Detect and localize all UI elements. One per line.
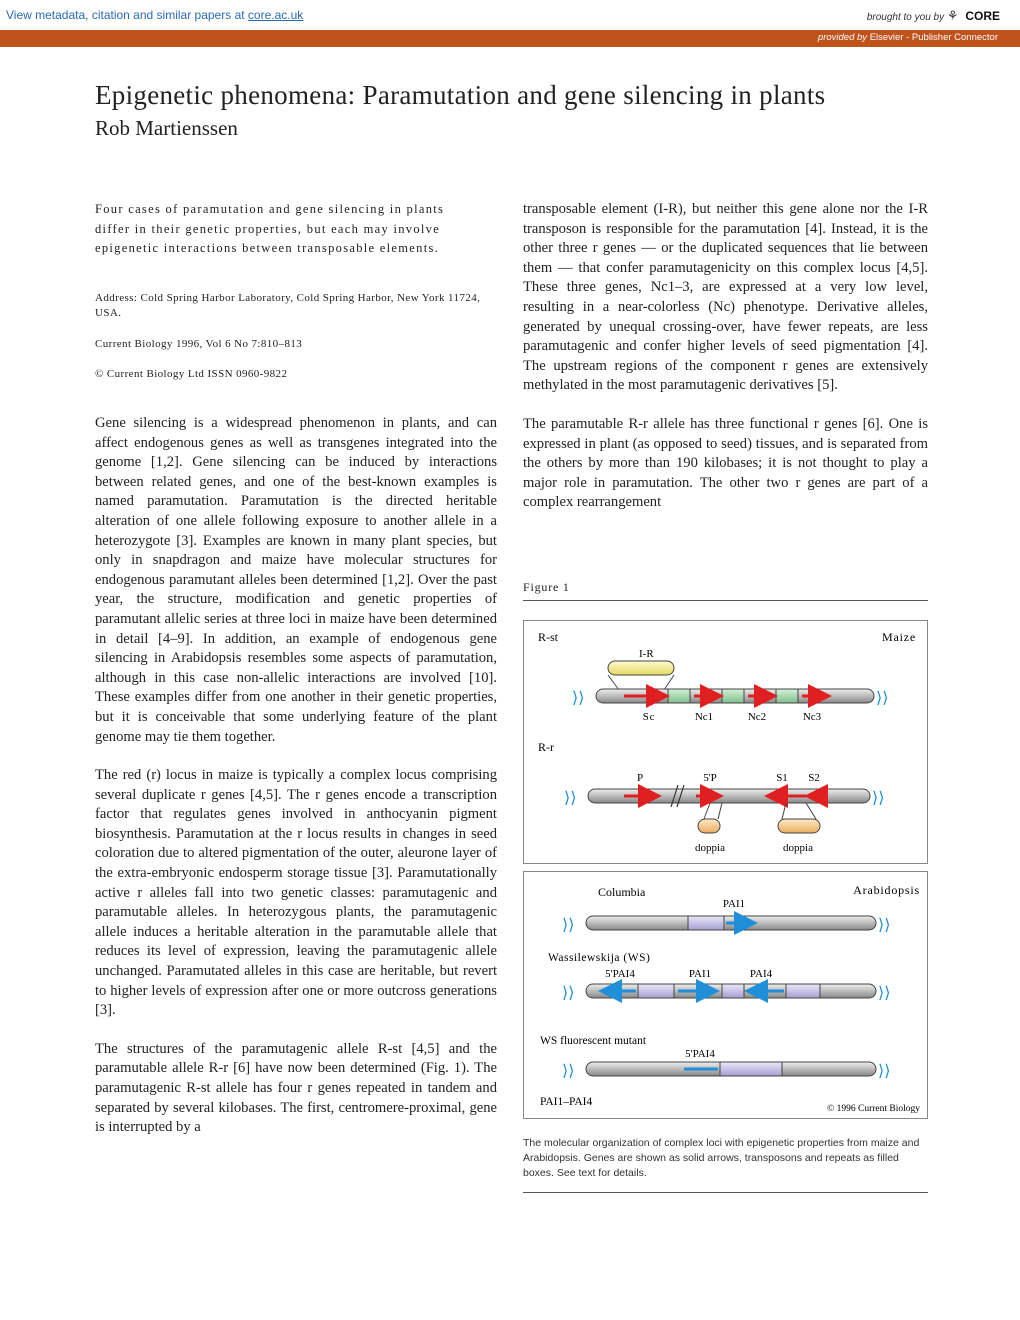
- chromosome-break-icon: [562, 917, 574, 934]
- gene-label: P: [636, 772, 644, 784]
- mutant-label: WS fluorescent mutant: [540, 1035, 647, 1047]
- citation: Current Biology 1996, Vol 6 No 7:810–813: [95, 338, 303, 350]
- chromosome-break-icon: [876, 690, 888, 707]
- paragraph: transposable element (I-R), but neither this gene alone nor the I-R transposon is responsible for the paramutation [4]. Instead, it is the other three r genes — or the duplicated sequences that lie between them — that confer paramutagenicity on this complex locus [4,5]. These three genes, Nc1–3, are expressed at a very low level, resulting in a near-colorless (Nc) phenotype. Derivative alleles, generated by unequal crossing-over, have fewer repeats, are less paramutagenic and confer higher levels of seed pigmentation [4]. The upstream regions of the component r genes are extensively methylated in the most paramutagenic derivatives [5].: [523, 201, 928, 394]
- core-header: [0, 0, 1020, 30]
- gene-label: Sc: [642, 711, 656, 723]
- provider-line: [818, 32, 998, 43]
- arabidopsis-diagram: [524, 872, 927, 1118]
- repeat-box: [638, 984, 674, 998]
- chromosome-break-icon: [572, 690, 584, 707]
- gene-label: PAI4: [749, 968, 773, 980]
- copyright: © Current Biology Ltd ISSN 0960-9822: [95, 368, 288, 380]
- brought-by: [867, 8, 1000, 24]
- gene-label: 5'PAI4: [685, 1048, 715, 1060]
- maize-diagram: [524, 621, 927, 863]
- gene-label: PAI1: [688, 968, 712, 980]
- chromosome-break-icon: [878, 917, 890, 934]
- fusion-label: PAI1–PAI4: [540, 1096, 593, 1108]
- figure-label: Figure 1: [523, 580, 570, 594]
- address: Address: Cold Spring Harbor Laboratory, Cold Spring Harbor, New York 11724, USA.: [95, 292, 481, 319]
- core-logo-icon: ⚘: [946, 8, 959, 23]
- figure-top-rule: [523, 600, 928, 601]
- left-column: [95, 414, 497, 1157]
- ws-label: Wassilewskija (WS): [548, 952, 651, 964]
- paragraph: Gene silencing is a widespread phenomenon in plants, and can affect endogenous genes as well as transgenes integrated into the genome [1,2]. Gene silencing can be induced by interactions between related genes, and one of the best-known examples is named paramutation. Paramutation is the directed heritable alteration of one allele following exposure to another allele in a heterozygote [3]. Examples are known in many plant species, but only in snapdragon and maize have molecular structures for endogenous paramutant alleles been determined [1,2]. Over the past year, the structure, modification and genetic properties of paramutant allelic series at three loci in maize have been determined in detail [4–9]. In addition, an example of endogenous gene silencing in Arabidopsis resembles some aspects of paramutation, although in this case non-allelic interactions are involved [10]. These examples differ from one another in their genetic properties, but it is conceivable that some underlying feature of the plant genome may tie them together.: [95, 415, 497, 745]
- metadata-line: [6, 8, 303, 22]
- repeat-box: [786, 984, 820, 998]
- metadata-text: View metadata, citation and similar papers at: [6, 8, 245, 22]
- svg-text:⟩⟩: ⟩⟩: [872, 790, 885, 807]
- right-column: [523, 200, 928, 532]
- doppia-label: doppia: [783, 842, 813, 854]
- doppia-transposon-box: [778, 819, 820, 833]
- repeat-box: [776, 689, 798, 703]
- gene-label: Nc3: [802, 711, 822, 723]
- figure-caption: The molecular organization of complex loci with epigenetic properties from maize and Arabidopsis. Genes are shown as solid arrows, transposons and repeats as filled boxes. See text for details.: [523, 1137, 920, 1179]
- organism-maize: Maize: [882, 630, 916, 644]
- paragraph: The structures of the paramutagenic allele R-st [4,5] and the paramutable allele R-r [6] have now been determined (Fig. 1). The paramutagenic R-st allele has four r genes repeated in tandem and separated by several kilobases. The first, centromere-proximal, gene is interrupted by a: [95, 1040, 497, 1136]
- svg-text:⟩⟩: ⟩⟩: [562, 917, 575, 934]
- core-link[interactable]: core.ac.uk: [247, 8, 304, 22]
- organism-arabidopsis: Arabidopsis: [853, 883, 920, 897]
- svg-text:⟩⟩: ⟩⟩: [562, 1063, 575, 1080]
- gene-label: PAI1: [722, 898, 746, 910]
- svg-text:⟩⟩: ⟩⟩: [572, 690, 585, 707]
- maize-panel: [523, 620, 928, 864]
- figure-bottom-rule: [523, 1192, 928, 1193]
- rst-label: R-st: [538, 630, 559, 644]
- ir-label: I-R: [639, 648, 654, 660]
- svg-text:⟩⟩: ⟩⟩: [876, 690, 889, 707]
- gene-label: Nc2: [747, 711, 767, 723]
- article-author: Rob Martienssen: [95, 116, 238, 140]
- svg-text:⟩⟩: ⟩⟩: [878, 917, 891, 934]
- chromosome-break-icon: [878, 985, 890, 1002]
- core-brand[interactable]: CORE: [965, 9, 1000, 23]
- chromosome-break-icon: [562, 1063, 574, 1080]
- arabidopsis-panel: [523, 871, 928, 1119]
- gene-label: Nc1: [694, 711, 714, 723]
- chromosome-break-icon: [564, 790, 576, 807]
- figure-credit: © 1996 Current Biology: [827, 1104, 920, 1114]
- svg-text:⟩⟩: ⟩⟩: [564, 790, 577, 807]
- gene-label: S1: [776, 772, 788, 784]
- gene-label: 5'PAI4: [605, 968, 635, 980]
- repeat-box: [668, 689, 690, 703]
- repeat-box: [722, 689, 744, 703]
- provider-name[interactable]: Elsevier - Publisher Connector: [869, 32, 998, 43]
- svg-text:⟩⟩: ⟩⟩: [878, 1063, 891, 1080]
- doppia-label: doppia: [695, 842, 725, 854]
- paragraph: The paramutable R-r allele has three functional r genes [6]. One is expressed in plant (as opposed to seed) tissues, and is separated from the others by more than 190 kilobases; it is not thought to play a major role in paramutation. The other two r genes are part of a complex rearrangement: [523, 415, 928, 511]
- doppia-transposon-box: [698, 819, 720, 833]
- chromosome-break-icon: [562, 985, 574, 1002]
- gene-label: S2: [808, 772, 820, 784]
- repeat-box: [720, 1062, 782, 1076]
- svg-text:⟩⟩: ⟩⟩: [562, 985, 575, 1002]
- repeat-box: [722, 984, 744, 998]
- gene-label: 5'P: [703, 772, 717, 784]
- chromosome-break-icon: [878, 1063, 890, 1080]
- repeat-box: [688, 916, 724, 930]
- article-title: Epigenetic phenomena: Paramutation and gene silencing in plants: [95, 80, 826, 110]
- paragraph: The red (r) locus in maize is typically a complex locus comprising several duplicate r genes [4,5]. The r genes encode a transcription factor that regulates genes involved in anthocyanin pigment biosynthesis. Paramutation at the r locus results in changes in seed coloration due to altered pigmentation of the outer, aleurone layer of the extra-embryonic endosperm storage tissue [3]. Paramutationally active r alleles fall into two genetic classes: paramutagenic and paramutable alleles. In heterozygous plants, the paramutagenic allele induces a heritable alteration in the paramutable allele that reduces its level of expression, leaving the paramutagenic allele unchanged. Paramutated alleles in this case are heritable, but revert to higher levels of expression after one or more outcross generations [3].: [95, 767, 497, 1019]
- columbia-label: Columbia: [598, 885, 646, 899]
- svg-text:⟩⟩: ⟩⟩: [878, 985, 891, 1002]
- ir-transposon-box: [608, 661, 674, 675]
- provided-by-text: provided by: [817, 32, 868, 43]
- rr-label: R-r: [538, 740, 554, 754]
- abstract: Four cases of paramutation and gene silencing in plants differ in their genetic properties, but each may involve epigenetic interactions between transposable elements.: [95, 202, 445, 255]
- provider-bar: [0, 30, 1020, 47]
- chromosome-break-icon: [872, 790, 884, 807]
- brought-text: brought to you by: [866, 12, 945, 23]
